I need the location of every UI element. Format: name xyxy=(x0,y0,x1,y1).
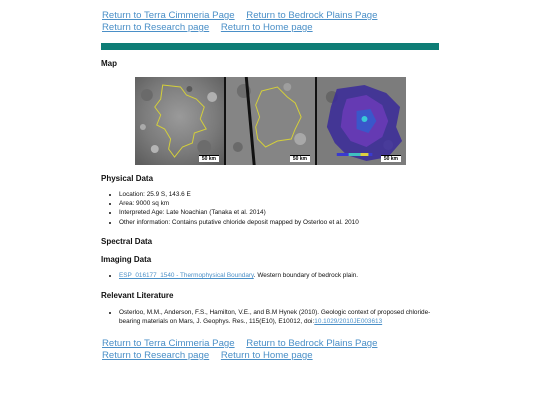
doi-link[interactable]: 10.1029/2010JE003613 xyxy=(314,318,383,326)
list-item: • Interpreted Age: Late Noachian (Tanaka et al. 2014) xyxy=(119,208,441,217)
literature-list xyxy=(101,308,441,326)
bottom-navigation xyxy=(102,338,386,362)
map-panel-3 xyxy=(317,77,406,165)
citation-text: Osterloo, M.M., Anderson, F.S., Hamilton, V.E., and B.M Hynek (2010). Geologic context of proposed chloride-bearing materials on Mars, J. Geophys. Res., 115(E10), E10012, doi: xyxy=(119,309,431,326)
literature-heading: Relevant Literature xyxy=(101,291,174,300)
list-item: • Area: 9000 sq km xyxy=(119,199,441,208)
link-home-bottom[interactable]: Return to Home page xyxy=(220,350,313,361)
list-item xyxy=(119,308,441,326)
scale-label-1: 50 km xyxy=(199,155,219,162)
map-panel-2 xyxy=(226,77,315,165)
scale-label-3: 50 km xyxy=(381,155,401,162)
list-item xyxy=(119,271,441,280)
spectral-data-heading: Spectral Data xyxy=(101,237,153,246)
link-bedrock-plains-top[interactable]: Return to Bedrock Plains Page xyxy=(246,10,378,21)
list-item: • Location: 25.9 S, 143.6 E xyxy=(119,190,441,199)
map-heading: Map xyxy=(101,59,117,68)
scale-label-2: 50 km xyxy=(290,155,310,162)
physical-data-list xyxy=(101,190,441,227)
link-terra-cimmeria-bottom[interactable]: Return to Terra Cimmeria Page xyxy=(102,338,235,349)
top-navigation xyxy=(102,10,386,34)
imaging-data-heading: Imaging Data xyxy=(101,255,152,264)
hirise-image-link[interactable]: ESP_016177_1540 - Thermophysical Boundary xyxy=(119,272,254,279)
link-terra-cimmeria-top[interactable]: Return to Terra Cimmeria Page xyxy=(102,10,235,21)
link-research-bottom[interactable]: Return to Research page xyxy=(102,350,210,361)
list-item: • Other information: Contains putative chloride deposit mapped by Osterloo et al. 2010 xyxy=(119,218,441,227)
imaging-description: . Western boundary of bedrock plain. xyxy=(253,272,359,279)
physical-data-heading: Physical Data xyxy=(101,174,154,183)
link-bedrock-plains-bottom[interactable]: Return to Bedrock Plains Page xyxy=(246,338,378,349)
imaging-data-list xyxy=(101,271,441,280)
map-panel-1 xyxy=(135,77,224,165)
link-home-top[interactable]: Return to Home page xyxy=(220,22,313,33)
header-divider-bar xyxy=(101,43,439,50)
link-research-top[interactable]: Return to Research page xyxy=(102,22,210,33)
map-figure xyxy=(135,77,406,165)
